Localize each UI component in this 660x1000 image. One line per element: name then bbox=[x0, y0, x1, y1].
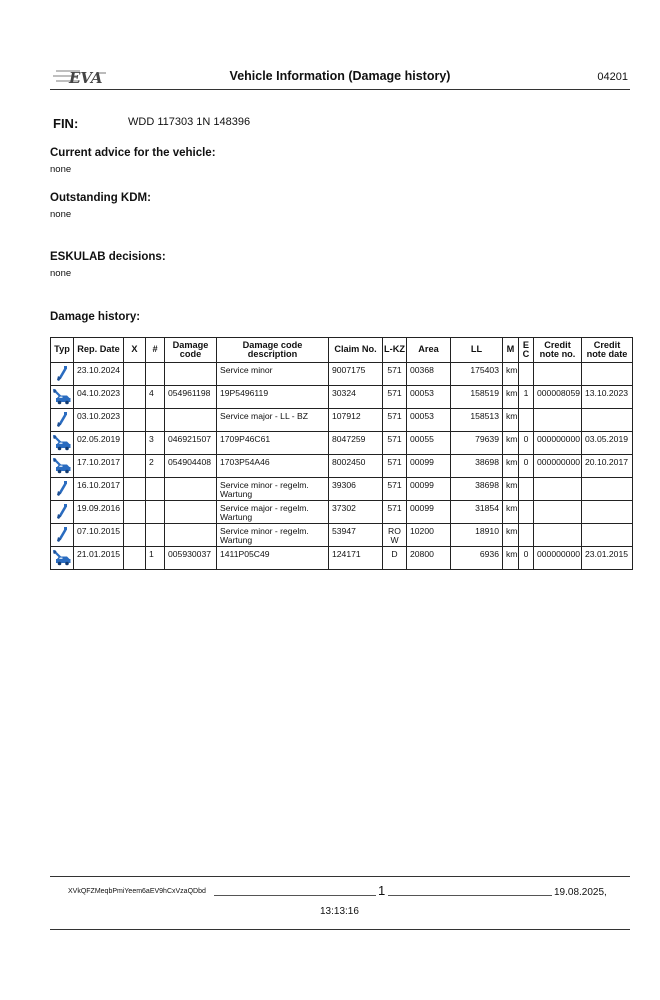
cell-lkz: 571 bbox=[383, 363, 407, 386]
cell-lkz: 571 bbox=[383, 478, 407, 501]
col-m-header: M bbox=[503, 338, 519, 363]
cell-damage-code bbox=[165, 478, 217, 501]
cell-damage-desc: Service minor bbox=[217, 363, 329, 386]
cell-rep-date: 07.10.2015 bbox=[74, 524, 124, 547]
cell-m: km bbox=[503, 524, 519, 547]
cell-x bbox=[124, 501, 146, 524]
cell-damage-code bbox=[165, 363, 217, 386]
cell-area: 00099 bbox=[407, 501, 451, 524]
wrench-icon bbox=[51, 363, 74, 386]
col-typ-header: Typ bbox=[51, 338, 74, 363]
cell-damage-desc: Service minor - regelm. Wartung bbox=[217, 524, 329, 547]
cell-damage-desc: Service major - LL - BZ bbox=[217, 409, 329, 432]
cell-ec: 0 bbox=[519, 455, 534, 478]
cell-ec bbox=[519, 501, 534, 524]
cell-ll: 38698 bbox=[451, 478, 503, 501]
cell-claim-no: 107912 bbox=[329, 409, 383, 432]
cell-x bbox=[124, 432, 146, 455]
cell-damage-desc: Service minor - regelm. Wartung bbox=[217, 478, 329, 501]
cell-area: 00099 bbox=[407, 455, 451, 478]
cell-rep-date: 19.09.2016 bbox=[74, 501, 124, 524]
footer-page-number: 1 bbox=[378, 883, 386, 898]
cell-m: km bbox=[503, 547, 519, 570]
cell-credit-date bbox=[582, 363, 633, 386]
cell-ec bbox=[519, 524, 534, 547]
cell-credit-date: 13.10.2023 bbox=[582, 386, 633, 409]
table-row bbox=[51, 363, 633, 386]
cell-m: km bbox=[503, 409, 519, 432]
cell-num bbox=[146, 478, 165, 501]
cell-num bbox=[146, 524, 165, 547]
cell-num: 4 bbox=[146, 386, 165, 409]
document-header bbox=[50, 62, 630, 90]
col-rep-date-header: Rep. Date bbox=[74, 338, 124, 363]
col-area-header: Area bbox=[407, 338, 451, 363]
cell-rep-date: 17.10.2017 bbox=[74, 455, 124, 478]
cell-ll: 79639 bbox=[451, 432, 503, 455]
cell-ll: 31854 bbox=[451, 501, 503, 524]
cell-x bbox=[124, 478, 146, 501]
col-ec-header: E C bbox=[519, 338, 534, 363]
footer-doc-id: XVkQFZMeqbPmiYeem6aEV9hCxVzaQDbd bbox=[68, 888, 206, 895]
fin-label: FIN: bbox=[53, 116, 79, 131]
cell-area: 00053 bbox=[407, 409, 451, 432]
cell-m: km bbox=[503, 478, 519, 501]
footer-date: 19.08.2025, bbox=[554, 887, 607, 898]
car-repair-icon bbox=[51, 547, 74, 570]
cell-lkz: 571 bbox=[383, 432, 407, 455]
cell-ec: 0 bbox=[519, 547, 534, 570]
table-row bbox=[51, 524, 633, 547]
current-advice-title: Current advice for the vehicle: bbox=[50, 147, 216, 159]
cell-area: 10200 bbox=[407, 524, 451, 547]
cell-x bbox=[124, 547, 146, 570]
cell-ec: 1 bbox=[519, 386, 534, 409]
cell-m: km bbox=[503, 363, 519, 386]
table-row bbox=[51, 432, 633, 455]
damage-history-table bbox=[50, 337, 633, 570]
cell-credit-date: 20.10.2017 bbox=[582, 455, 633, 478]
cell-lkz: 571 bbox=[383, 455, 407, 478]
footer-time: 13:13:16 bbox=[320, 906, 359, 917]
cell-credit-no bbox=[534, 524, 582, 547]
car-repair-icon bbox=[51, 455, 74, 478]
cell-num bbox=[146, 501, 165, 524]
cell-ec bbox=[519, 409, 534, 432]
cell-num: 1 bbox=[146, 547, 165, 570]
header-divider bbox=[50, 89, 630, 90]
cell-m: km bbox=[503, 386, 519, 409]
wrench-icon bbox=[51, 409, 74, 432]
table-row bbox=[51, 501, 633, 524]
col-lkz-header: L-KZ bbox=[383, 338, 407, 363]
cell-num bbox=[146, 363, 165, 386]
cell-damage-desc: 1709P46C61 bbox=[217, 432, 329, 455]
cell-area: 00053 bbox=[407, 386, 451, 409]
damage-history-title: Damage history: bbox=[50, 311, 141, 323]
cell-x bbox=[124, 409, 146, 432]
cell-damage-code bbox=[165, 501, 217, 524]
cell-damage-code: 046921507 bbox=[165, 432, 217, 455]
cell-area: 20800 bbox=[407, 547, 451, 570]
footer-line-right bbox=[388, 895, 552, 896]
cell-claim-no: 53947 bbox=[329, 524, 383, 547]
cell-credit-no: 000000000 bbox=[534, 547, 582, 570]
cell-credit-no bbox=[534, 363, 582, 386]
cell-credit-date bbox=[582, 409, 633, 432]
cell-credit-date bbox=[582, 501, 633, 524]
cell-credit-date bbox=[582, 478, 633, 501]
cell-lkz: 571 bbox=[383, 501, 407, 524]
cell-ll: 158519 bbox=[451, 386, 503, 409]
cell-damage-code: 054904408 bbox=[165, 455, 217, 478]
cell-lkz: RO W bbox=[383, 524, 407, 547]
cell-area: 00099 bbox=[407, 478, 451, 501]
cell-area: 00368 bbox=[407, 363, 451, 386]
cell-damage-desc: 1703P54A46 bbox=[217, 455, 329, 478]
car-repair-icon bbox=[51, 386, 74, 409]
cell-claim-no: 8047259 bbox=[329, 432, 383, 455]
cell-credit-no: 000008059 bbox=[534, 386, 582, 409]
outstanding-kdm-value: none bbox=[50, 209, 72, 220]
wrench-icon bbox=[51, 478, 74, 501]
cell-claim-no: 9007175 bbox=[329, 363, 383, 386]
cell-credit-no bbox=[534, 409, 582, 432]
cell-credit-date: 03.05.2019 bbox=[582, 432, 633, 455]
cell-ll: 158513 bbox=[451, 409, 503, 432]
cell-rep-date: 04.10.2023 bbox=[74, 386, 124, 409]
car-repair-icon bbox=[51, 432, 74, 455]
cell-ll: 175403 bbox=[451, 363, 503, 386]
cell-x bbox=[124, 455, 146, 478]
cell-claim-no: 8002450 bbox=[329, 455, 383, 478]
cell-claim-no: 39306 bbox=[329, 478, 383, 501]
cell-damage-desc: 1411P05C49 bbox=[217, 547, 329, 570]
cell-ll: 38698 bbox=[451, 455, 503, 478]
cell-ll: 6936 bbox=[451, 547, 503, 570]
cell-x bbox=[124, 524, 146, 547]
cell-m: km bbox=[503, 501, 519, 524]
col-damage-code-header: Damage code bbox=[165, 338, 217, 363]
col-claim-no-header: Claim No. bbox=[329, 338, 383, 363]
cell-lkz: 571 bbox=[383, 386, 407, 409]
wrench-icon bbox=[51, 524, 74, 547]
cell-ec bbox=[519, 478, 534, 501]
cell-area: 00055 bbox=[407, 432, 451, 455]
cell-credit-no: 000000000 bbox=[534, 432, 582, 455]
document-title: Vehicle Information (Damage history) bbox=[229, 69, 451, 83]
cell-num: 3 bbox=[146, 432, 165, 455]
col-damage-desc-header: Damage code description bbox=[217, 338, 329, 363]
svg-text:EVA: EVA bbox=[69, 69, 103, 87]
footer-divider-bottom bbox=[50, 929, 630, 930]
cell-damage-code: 005930037 bbox=[165, 547, 217, 570]
table-header-row bbox=[51, 338, 633, 363]
cell-ec: 0 bbox=[519, 432, 534, 455]
col-num-header: # bbox=[146, 338, 165, 363]
cell-credit-no bbox=[534, 501, 582, 524]
footer-line-left bbox=[214, 895, 376, 896]
eskulab-title: ESKULAB decisions: bbox=[50, 251, 166, 263]
table-row bbox=[51, 386, 633, 409]
cell-rep-date: 16.10.2017 bbox=[74, 478, 124, 501]
cell-rep-date: 21.01.2015 bbox=[74, 547, 124, 570]
cell-lkz: D bbox=[383, 547, 407, 570]
cell-claim-no: 30324 bbox=[329, 386, 383, 409]
wrench-icon bbox=[51, 501, 74, 524]
col-ll-header: LL bbox=[451, 338, 503, 363]
cell-num bbox=[146, 409, 165, 432]
cell-credit-date: 23.01.2015 bbox=[582, 547, 633, 570]
table-row bbox=[51, 455, 633, 478]
cell-credit-no bbox=[534, 478, 582, 501]
col-credit-date-header: Credit note date bbox=[582, 338, 633, 363]
col-x-header: X bbox=[124, 338, 146, 363]
cell-rep-date: 03.10.2023 bbox=[74, 409, 124, 432]
cell-ec bbox=[519, 363, 534, 386]
fin-value: WDD 117303 1N 148396 bbox=[128, 116, 251, 128]
cell-credit-date bbox=[582, 524, 633, 547]
cell-claim-no: 37302 bbox=[329, 501, 383, 524]
document-code: 04201 bbox=[597, 71, 628, 83]
cell-rep-date: 02.05.2019 bbox=[74, 432, 124, 455]
cell-ll: 18910 bbox=[451, 524, 503, 547]
cell-damage-code bbox=[165, 409, 217, 432]
current-advice-value: none bbox=[50, 164, 72, 175]
cell-claim-no: 124171 bbox=[329, 547, 383, 570]
cell-m: km bbox=[503, 455, 519, 478]
cell-num: 2 bbox=[146, 455, 165, 478]
footer-divider-top bbox=[50, 876, 630, 877]
cell-damage-code bbox=[165, 524, 217, 547]
cell-lkz: 571 bbox=[383, 409, 407, 432]
cell-damage-desc: 19P5496119 bbox=[217, 386, 329, 409]
table-row bbox=[51, 409, 633, 432]
col-credit-no-header: Credit note no. bbox=[534, 338, 582, 363]
cell-rep-date: 23.10.2024 bbox=[74, 363, 124, 386]
cell-x bbox=[124, 386, 146, 409]
table-row bbox=[51, 478, 633, 501]
cell-damage-desc: Service major - regelm. Wartung bbox=[217, 501, 329, 524]
cell-x bbox=[124, 363, 146, 386]
outstanding-kdm-title: Outstanding KDM: bbox=[50, 192, 151, 204]
table-row bbox=[51, 547, 633, 570]
eskulab-value: none bbox=[50, 268, 72, 279]
cell-damage-code: 054961198 bbox=[165, 386, 217, 409]
cell-m: km bbox=[503, 432, 519, 455]
cell-credit-no: 000000000 bbox=[534, 455, 582, 478]
